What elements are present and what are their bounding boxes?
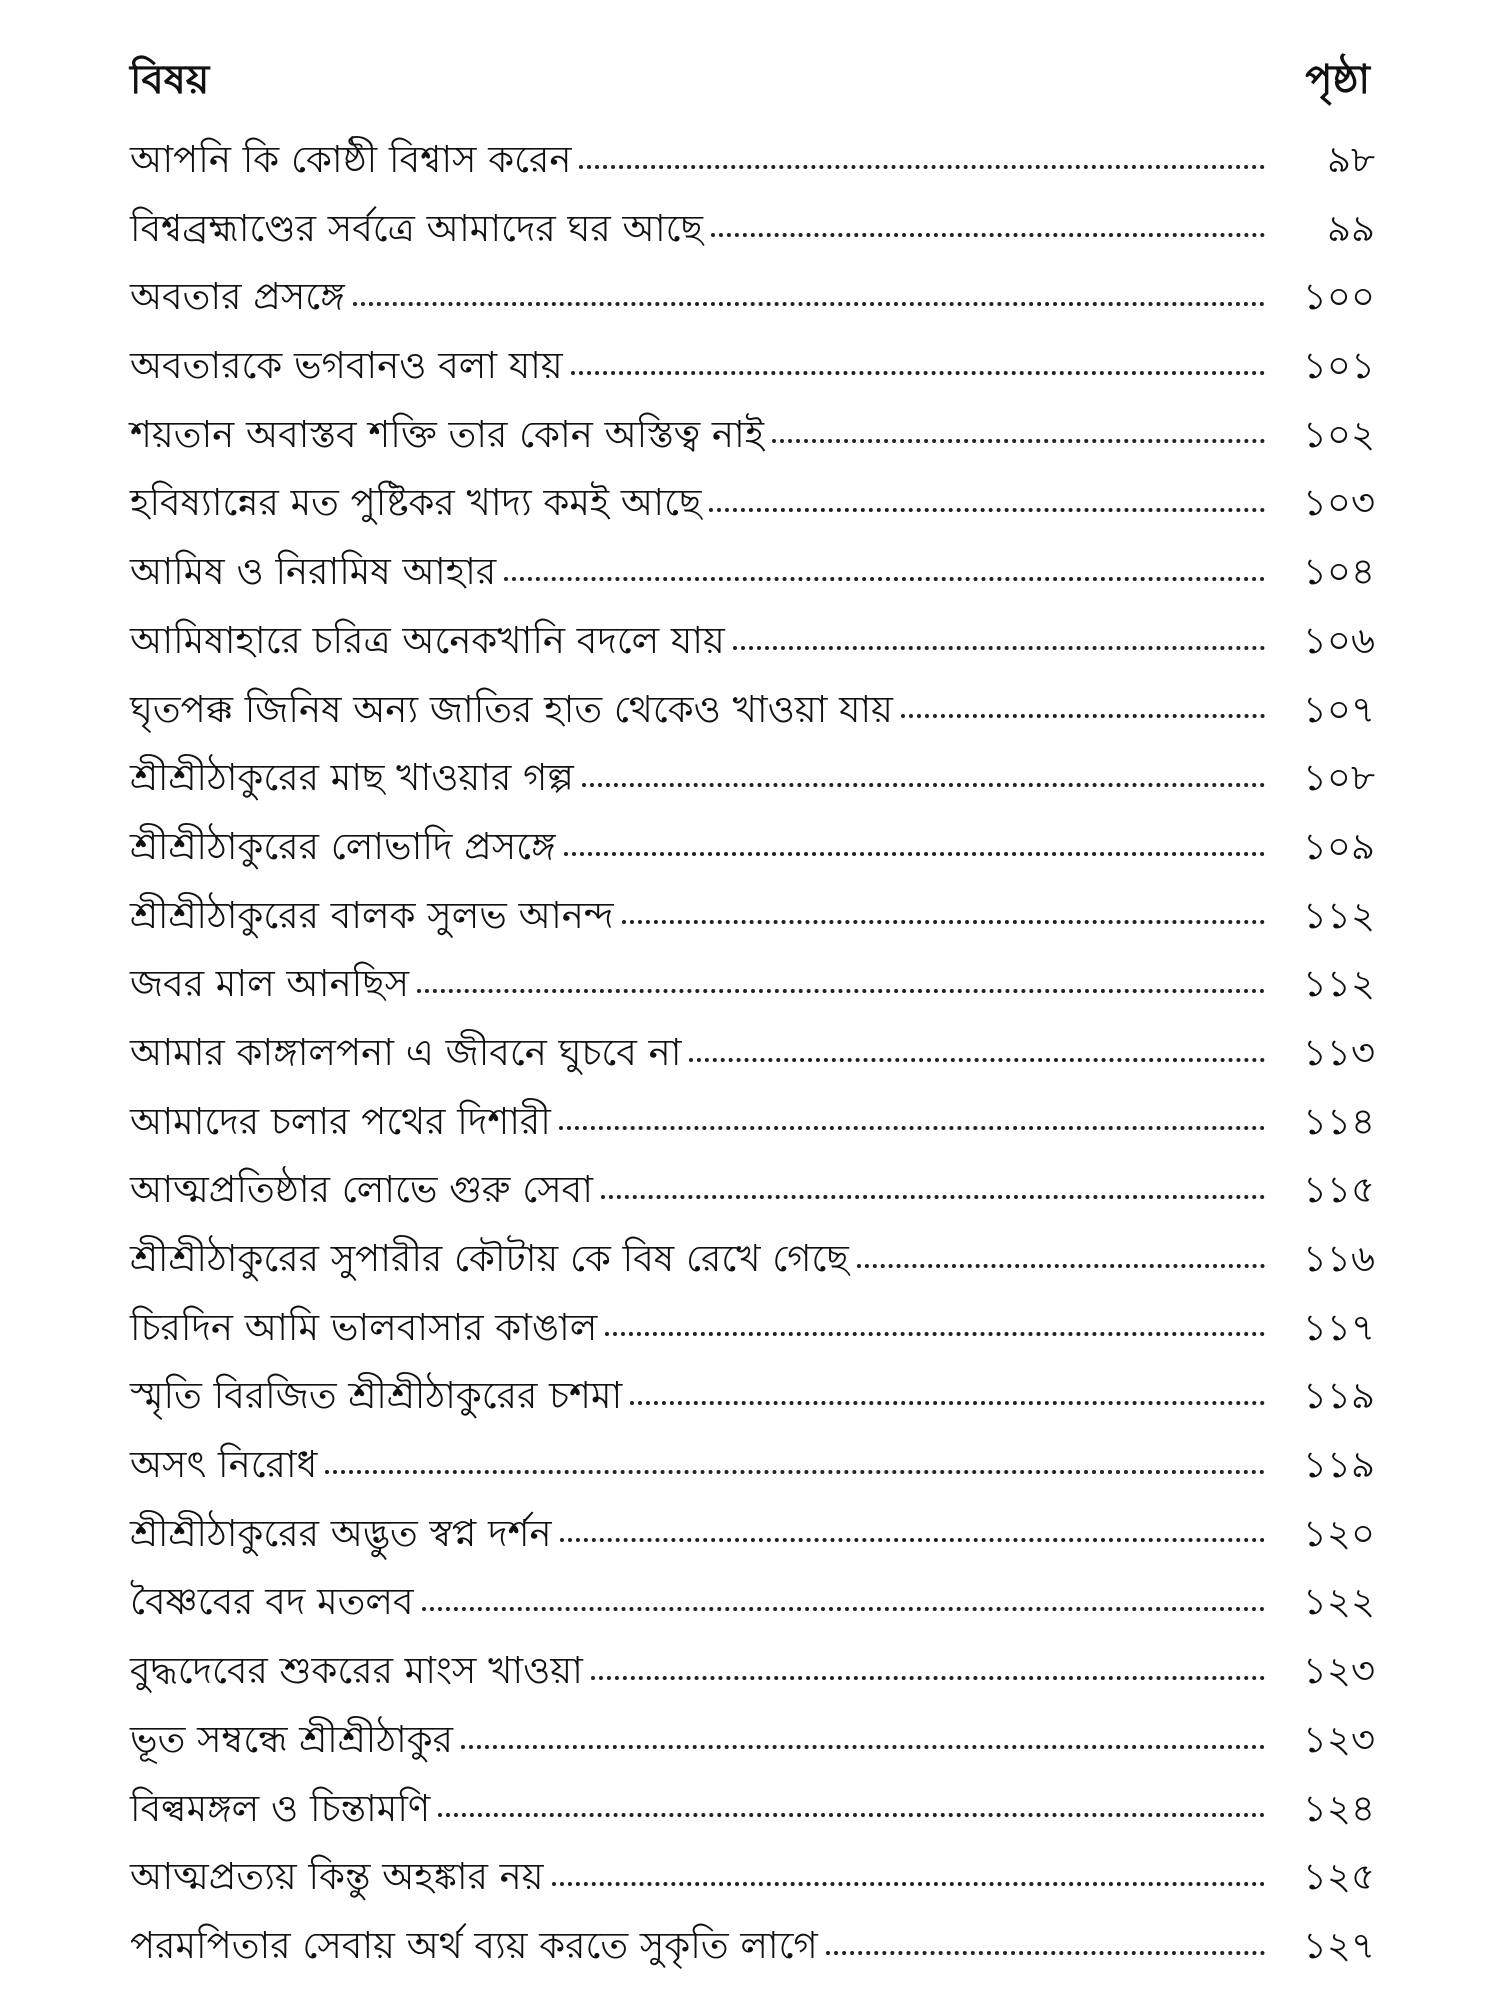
toc-entry	[130, 1767, 1375, 1836]
dot-leader	[571, 371, 1265, 375]
toc-entry-page: ১১৯	[1302, 1374, 1375, 1418]
toc-entry-title: শ্রীশ্রীঠাকুরের অদ্ভুত স্বপ্ন দর্শন	[130, 1511, 552, 1555]
toc-entry-title: আপনি কি কোষ্ঠী বিশ্বাস করেন	[130, 138, 572, 181]
toc-entry	[130, 1354, 1375, 1423]
toc-entry-page: ১১৯	[1302, 1443, 1375, 1487]
toc-entry-title: অবতারকে ভগবানও বলা যায়	[130, 344, 563, 388]
toc-header	[130, 48, 1370, 118]
toc-entry	[130, 324, 1375, 393]
toc-entry-page: ১১৫	[1302, 1168, 1375, 1212]
toc-entry-title: অসৎ নিরোধ	[130, 1443, 318, 1487]
toc-entry	[130, 736, 1375, 805]
dot-leader	[772, 439, 1265, 443]
toc-entry	[130, 393, 1375, 462]
toc-entry-page: ১০২	[1302, 412, 1375, 456]
toc-entry-page: ১১২	[1302, 962, 1375, 1006]
toc-entry-title: আমার কাঙ্গালপনা এ জীবনে ঘুচবে না	[130, 1030, 682, 1074]
toc-entry	[130, 668, 1375, 737]
toc-entry-page: ১১৬	[1302, 1237, 1375, 1280]
toc-entry	[130, 1148, 1375, 1217]
toc-entry-page: ১০৩	[1302, 481, 1375, 525]
dot-leader	[857, 1264, 1265, 1268]
toc-entry	[130, 118, 1375, 187]
dot-leader	[461, 1745, 1265, 1749]
toc-entry-page: ৯৯	[1326, 206, 1375, 250]
toc-entry-title: শ্রীশ্রীঠাকুরের লোভাদি প্রসঙ্গে	[130, 824, 556, 868]
toc-entry-page: ১০৮	[1302, 756, 1375, 800]
toc-entry-title: বৈষ্ণবের বদ মতলব	[130, 1580, 414, 1624]
toc-entry-page: ১২৩	[1302, 1717, 1375, 1761]
toc-entry	[130, 1080, 1375, 1149]
toc-entry	[130, 530, 1375, 599]
dot-leader	[582, 783, 1265, 787]
page-column-label: পৃষ্ঠা	[1305, 57, 1370, 103]
dot-leader	[417, 989, 1265, 993]
toc-entry-title: আত্মপ্রতিষ্ঠার লোভে গুরু সেবা	[130, 1168, 593, 1212]
toc-entry-title: অবতার প্রসঙ্গে	[130, 275, 345, 319]
toc-entry	[130, 255, 1375, 324]
toc-entry-page: ১২০	[1302, 1511, 1375, 1555]
toc-entry	[130, 1560, 1375, 1629]
toc-entry	[130, 1835, 1375, 1904]
dot-leader	[901, 714, 1265, 718]
toc-entry	[130, 805, 1375, 874]
dot-leader	[504, 577, 1265, 581]
dot-leader	[711, 233, 1265, 237]
dot-leader	[689, 1058, 1265, 1062]
toc-entry-title: বিশ্বব্রহ্মাণ্ডের সর্বত্রে আমাদের ঘর আছে	[130, 206, 703, 250]
toc-entry-page: ১০০	[1302, 275, 1375, 319]
toc-entry-title: হবিষ্যান্নের মত পুষ্টিকর খাদ্য কমই আছে	[130, 481, 702, 525]
dot-leader	[560, 1538, 1265, 1542]
toc-entry	[130, 1286, 1375, 1355]
dot-leader	[733, 646, 1265, 650]
toc-entry-title: শ্রীশ্রীঠাকুরের মাছ খাওয়ার গল্প	[130, 756, 574, 800]
toc-entry-title: শয়তান অবাস্তব শক্তি তার কোন অস্তিত্ব নাই	[130, 412, 764, 456]
dot-leader	[630, 1401, 1265, 1405]
toc-entry-title: আমিষাহারে চরিত্র অনেকখানি বদলে যায়	[130, 618, 725, 662]
toc-entry-page: ১০৬	[1302, 618, 1375, 662]
toc-entry-page: ১২৪	[1302, 1786, 1375, 1830]
toc-entry-title: শ্রীশ্রীঠাকুরের সুপারীর কৌটায় কে বিষ রেখে গেছে	[130, 1237, 849, 1280]
toc-entry-page: ১০৭	[1302, 687, 1375, 731]
toc-entry-title: আত্মপ্রত্যয় কিন্তু অহঙ্কার নয়	[130, 1855, 544, 1899]
toc-entry	[130, 187, 1375, 256]
dot-leader	[422, 1607, 1265, 1611]
toc-entry	[130, 942, 1375, 1011]
toc-entry	[130, 1423, 1375, 1492]
toc-entry	[130, 1698, 1375, 1767]
toc-entry-title: আমিষ ও নিরামিষ আহার	[130, 550, 497, 594]
toc-entry-title: বিল্বমঙ্গল ও চিন্তামণি	[130, 1786, 431, 1830]
dot-leader	[564, 852, 1265, 856]
dot-leader	[605, 1332, 1265, 1336]
toc-entry-title: ঘৃতপক্ক জিনিষ অন্য জাতির হাত থেকেও খাওয়া যায়	[130, 687, 893, 731]
toc-entry-title: চিরদিন আমি ভালবাসার কাঙাল	[130, 1305, 598, 1349]
toc-entry-page: ১০৯	[1302, 824, 1375, 868]
toc-entry-title: জবর মাল আনছিস	[130, 962, 410, 1006]
toc-entry-title: স্মৃতি বিরজিত শ্রীশ্রীঠাকুরের চশমা	[130, 1374, 623, 1418]
dot-leader	[601, 1195, 1265, 1199]
toc-entry	[130, 1629, 1375, 1698]
toc-entry-page: ৯৮	[1326, 138, 1375, 181]
toc-entry	[130, 1217, 1375, 1286]
dot-leader	[591, 1676, 1265, 1680]
toc-list	[130, 118, 1375, 1973]
toc-entry-page: ১১২	[1302, 893, 1375, 937]
toc-entry-page: ১২৩	[1302, 1649, 1375, 1693]
toc-entry	[130, 599, 1375, 668]
toc-entry-page: ১২২	[1302, 1580, 1375, 1624]
toc-entry-page: ১১৩	[1302, 1030, 1375, 1074]
toc-entry-title: বুদ্ধদেবের শুকরের মাংস খাওয়া	[130, 1649, 583, 1693]
toc-entry-page: ১২৫	[1302, 1855, 1375, 1899]
dot-leader	[709, 508, 1265, 512]
dot-leader	[622, 920, 1265, 924]
topic-column-label: বিষয়	[130, 57, 210, 103]
toc-entry	[130, 1904, 1375, 1973]
toc-entry	[130, 874, 1375, 943]
toc-entry	[130, 1011, 1375, 1080]
dot-leader	[325, 1470, 1265, 1474]
toc-entry-page: ১০৪	[1302, 550, 1375, 594]
toc-entry	[130, 1492, 1375, 1561]
toc-entry-title: শ্রীশ্রীঠাকুরের বালক সুলভ আনন্দ	[130, 893, 614, 937]
dot-leader	[579, 165, 1265, 169]
toc-entry-page: ১২৭	[1302, 1923, 1375, 1967]
toc-entry-page: ১১৭	[1302, 1305, 1375, 1349]
toc-entry	[130, 461, 1375, 530]
toc-entry-title: আমাদের চলার পথের দিশারী	[130, 1099, 551, 1143]
toc-entry-page: ১১৪	[1302, 1099, 1375, 1143]
dot-leader	[826, 1951, 1265, 1955]
dot-leader	[552, 1882, 1265, 1886]
toc-entry-title: ভূত সম্বন্ধে শ্রীশ্রীঠাকুর	[130, 1717, 453, 1761]
toc-entry-page: ১০১	[1302, 344, 1375, 388]
toc-entry-title: পরমপিতার সেবায় অর্থ ব্যয় করতে সুকৃতি লাগে	[130, 1923, 818, 1967]
dot-leader	[559, 1126, 1265, 1130]
dot-leader	[353, 302, 1265, 306]
dot-leader	[438, 1813, 1265, 1817]
